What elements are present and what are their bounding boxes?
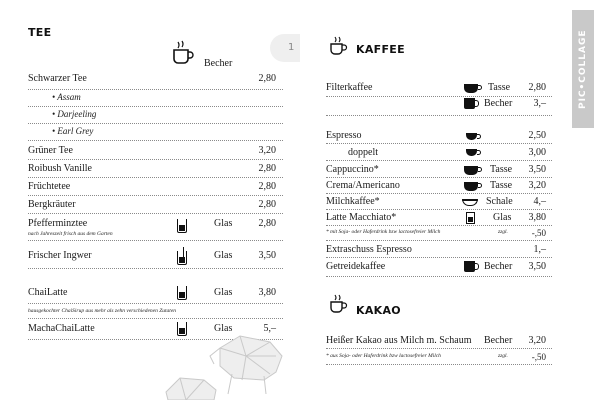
latte-glass-icon	[466, 212, 475, 224]
menu-item-price: 3,50	[528, 164, 546, 175]
tea-glass-icon	[177, 219, 187, 233]
menu-item-name: Bergkräuter	[28, 199, 76, 210]
page-number: 1	[270, 34, 300, 62]
menu-item-name: Filterkaffee	[326, 82, 373, 93]
divider	[28, 195, 283, 196]
menu-item-price: 2,80	[258, 218, 276, 229]
menu-item-price: 3,–	[533, 98, 546, 109]
divider	[326, 348, 552, 349]
menu-item-unit: Glas	[214, 287, 233, 298]
tea-unit-header: Becher	[204, 58, 233, 69]
menu-item-note: nach Jahreszeit frisch aus dem Garten	[28, 231, 113, 237]
divider	[28, 213, 283, 214]
divider	[28, 89, 283, 90]
mug-icon	[464, 261, 475, 272]
divider	[326, 160, 552, 161]
divider	[28, 140, 283, 141]
menu-item-name: Früchtetee	[28, 181, 71, 192]
tea-variety: • Assam	[52, 92, 81, 102]
menu-item-name: Schwarzer Tee	[28, 73, 87, 84]
mug-icon	[464, 98, 475, 109]
espresso-cup-icon	[466, 149, 477, 156]
divider	[326, 257, 552, 258]
menu-item-price: 2,80	[258, 181, 276, 192]
menu-item-name: ChaiLatte	[28, 287, 68, 298]
divider	[326, 115, 552, 116]
menu-item-name: Milchkaffee*	[326, 196, 380, 207]
menu-item-price: 3,80	[528, 212, 546, 223]
menu-item-price: 3,20	[258, 145, 276, 156]
menu-item-name: Pfefferminztee	[28, 218, 88, 229]
menu-item-price: -,50	[531, 352, 546, 362]
menu-item-unit: Tasse	[488, 82, 511, 93]
chai-glass-icon	[177, 286, 187, 300]
menu-item-price: 4,–	[533, 196, 546, 207]
menu-item-price: 2,50	[528, 130, 546, 141]
menu-item-price: 3,20	[528, 180, 546, 191]
divider	[326, 240, 552, 241]
menu-item-price: 1,–	[533, 244, 546, 255]
cup-icon	[464, 166, 478, 175]
divider	[28, 123, 283, 124]
tea-variety: • Darjeeling	[52, 109, 97, 119]
menu-item-note: hausgekochter ChaiSirup aus mehr als zehn verschiedenen Zutaten	[28, 308, 177, 314]
divider	[326, 364, 552, 365]
divider	[28, 240, 283, 241]
menu-item-price: 3,80	[258, 287, 276, 298]
coffee-section-title: KAFFEE	[356, 43, 405, 56]
divider	[326, 177, 552, 178]
ginger-glass-icon	[177, 251, 187, 265]
divider	[326, 193, 552, 194]
menu-item-price: 3,20	[528, 335, 546, 346]
divider	[326, 276, 552, 277]
divider	[326, 209, 552, 210]
menu-item-unit: Glas	[493, 212, 512, 223]
cup-icon	[464, 182, 478, 191]
divider	[28, 159, 283, 160]
bowl-icon	[462, 199, 478, 206]
menu-item-price: -,50	[531, 228, 546, 238]
tea-variety: • Earl Grey	[52, 126, 94, 136]
menu-item-name: Roibush Vanille	[28, 163, 92, 174]
menu-item-unit: Becher	[484, 335, 513, 346]
menu-item-name: Extraschuss Espresso	[326, 244, 412, 255]
tea-section-title: TEE	[28, 26, 52, 39]
tapir-illustration	[160, 328, 300, 400]
divider	[28, 268, 283, 269]
menu-item-name: Frischer Ingwer	[28, 250, 92, 261]
menu-item-name: doppelt	[348, 147, 378, 158]
menu-item-price: 2,80	[258, 199, 276, 210]
coffee-page	[300, 0, 600, 400]
menu-item-price: 3,50	[528, 261, 546, 272]
cocoa-cup-icon	[330, 294, 348, 314]
divider	[28, 177, 283, 178]
menu-item-price: 2,80	[258, 73, 276, 84]
menu-item-unit: Glas	[214, 250, 233, 261]
menu-item-price: 2,80	[528, 82, 546, 93]
menu-item-unit: Glas	[214, 218, 233, 229]
menu-item-name: MachaChaiLatte	[28, 323, 95, 334]
menu-item-unit: Becher	[484, 98, 513, 109]
surcharge-label: zzgl.	[498, 353, 508, 359]
watermark-badge: PIC•COLLAGE	[572, 10, 594, 128]
surcharge-label: zzgl.	[498, 229, 508, 235]
cocoa-section-title: KAKAO	[356, 304, 401, 317]
menu-item-name: Grüner Tee	[28, 145, 73, 156]
divider	[326, 96, 552, 97]
menu-item-price: 3,50	[258, 250, 276, 261]
menu-item-name: Crema/Americano	[326, 180, 400, 191]
cup-icon	[464, 84, 478, 93]
coffee-cup-icon	[330, 36, 348, 56]
steaming-cup-icon	[172, 40, 194, 66]
divider	[28, 318, 283, 319]
menu-item-unit: Becher	[484, 261, 513, 272]
menu-item-name: Cappuccino*	[326, 164, 379, 175]
menu-item-note: * aus Soja- oder Haferdrink bzw lactosefreier Milch	[326, 353, 441, 359]
menu-item-name: Espresso	[326, 130, 362, 141]
menu-item-price: 5,–	[263, 323, 276, 334]
menu-item-name: Getreidekaffee	[326, 261, 386, 272]
menu-item-note: * mit Soja- oder Haferdrink bzw lactosefreier Milch	[326, 229, 441, 235]
menu-item-name: Latte Macchiato*	[326, 212, 397, 223]
menu-item-price: 3,00	[528, 147, 546, 158]
menu-item-unit: Tasse	[490, 180, 513, 191]
menu-item-unit: Glas	[214, 323, 233, 334]
divider	[28, 106, 283, 107]
espresso-cup-icon	[466, 133, 477, 140]
divider	[326, 143, 552, 144]
divider	[28, 303, 283, 304]
menu-item-name: Heißer Kakao aus Milch m. Schaum	[326, 335, 472, 346]
divider	[326, 225, 552, 226]
menu-item-unit: Schale	[486, 196, 513, 207]
menu-item-unit: Tasse	[490, 164, 513, 175]
menu-item-price: 2,80	[258, 163, 276, 174]
